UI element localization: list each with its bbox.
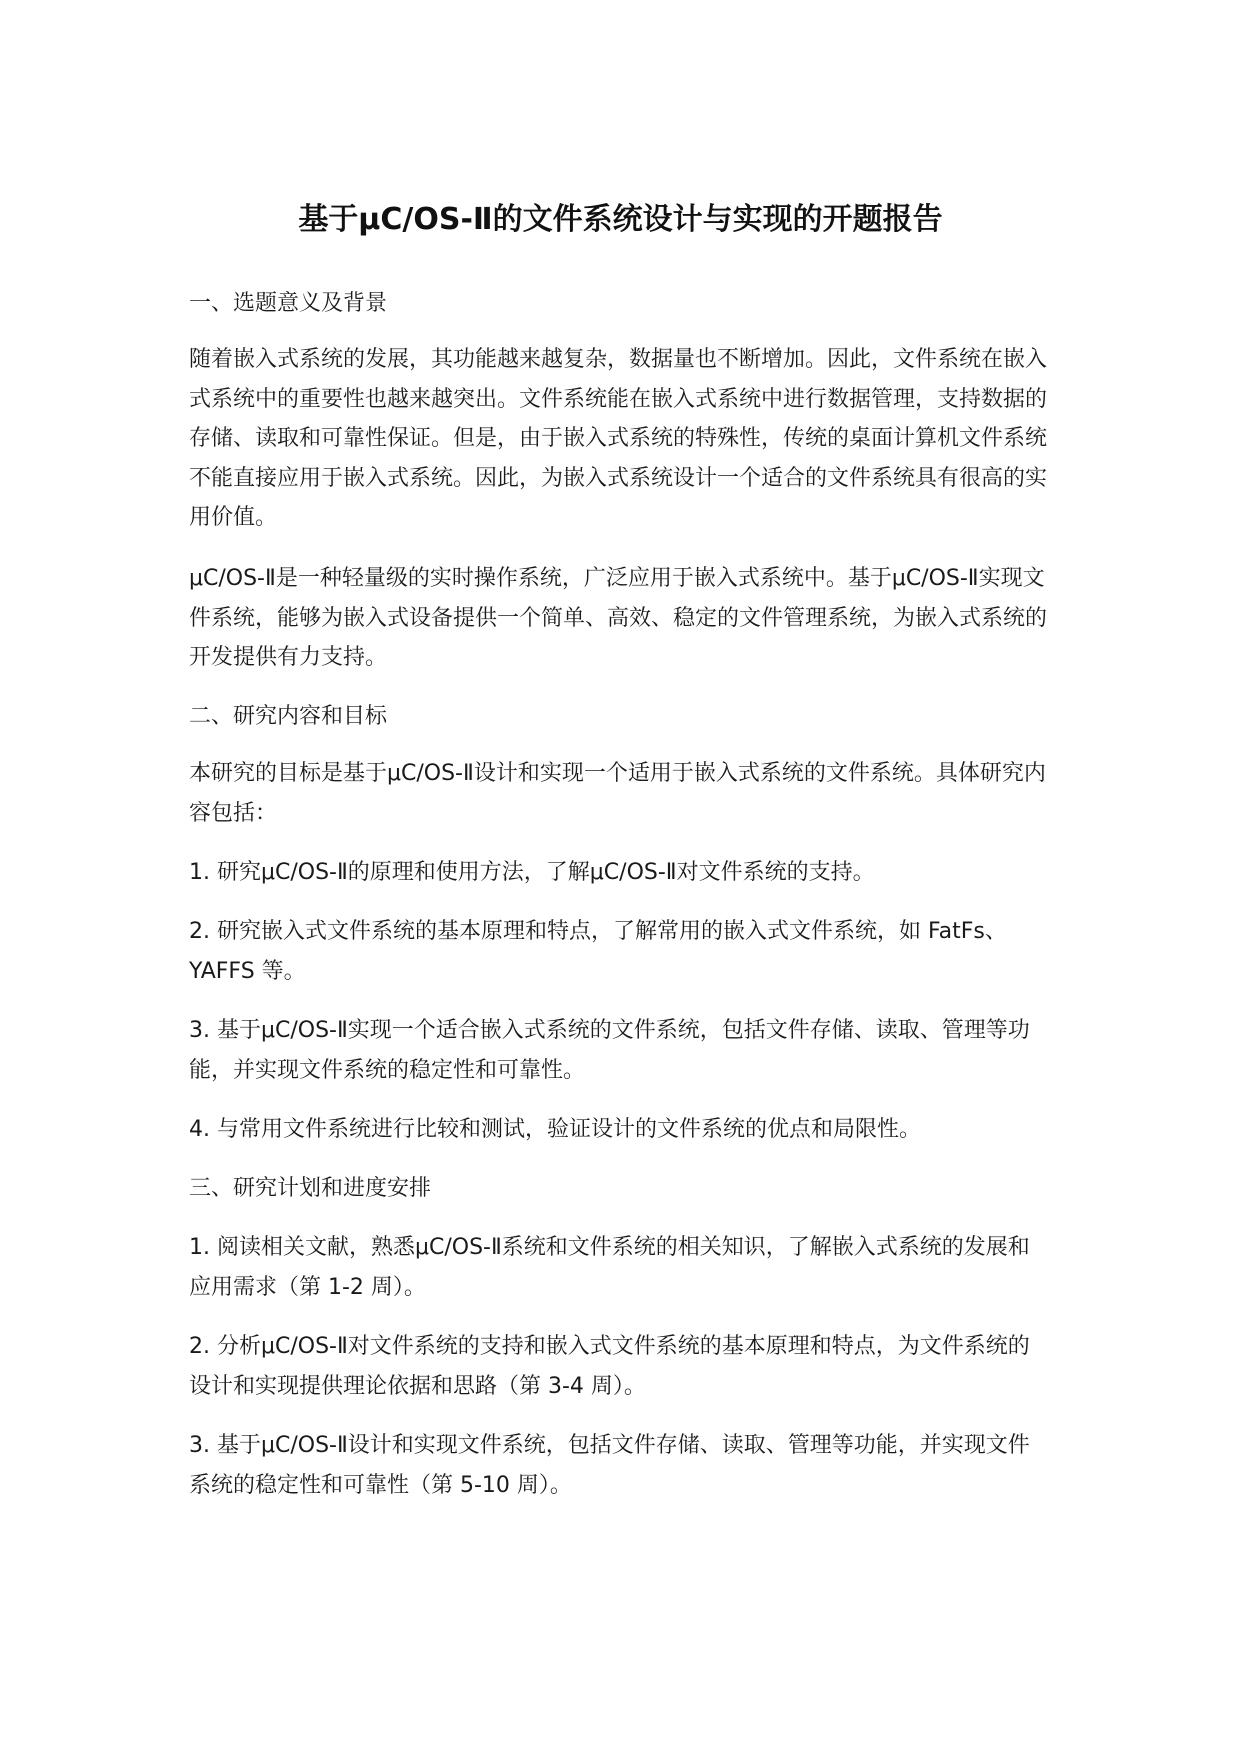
paragraph-background-1: 随着嵌入式系统的发展，其功能越来越复杂，数据量也不断增加。因此，文件系统在嵌入式系统中的重要性也越来越突出。文件系统能在嵌入式系统中进行数据管理，支持数据的存储、读取和可靠性保证。但是，由于嵌入式系统的特殊性，传统的桌面计算机文件系统不能直接应用于嵌入式系统。因此，为嵌入式系统设计一个适合的文件系统具有很高的实用价值。	[189, 347, 1048, 530]
document-title: 基于μC/OS-Ⅱ的文件系统设计与实现的开题报告	[298, 202, 943, 238]
section-heading-content-goals: 二、研究内容和目标	[189, 704, 388, 729]
list-item-research-2: 2. 研究嵌入式文件系统的基本原理和特点，了解常用的嵌入式文件系统，如 FatFs、YAFFS 等。	[189, 919, 1007, 984]
list-item-research-1: 1. 研究μC/OS-Ⅱ的原理和使用方法，了解μC/OS-Ⅱ对文件系统的支持。	[189, 860, 875, 885]
list-item-research-3: 3. 基于μC/OS-Ⅱ实现一个适合嵌入式系统的文件系统，包括文件存储、读取、管理等功能，并实现文件系统的稳定性和可靠性。	[189, 1018, 1030, 1083]
paragraph-research-intro: 本研究的目标是基于μC/OS-Ⅱ设计和实现一个适用于嵌入式系统的文件系统。具体研究内容包括：	[189, 761, 1046, 826]
list-item-plan-3: 3. 基于μC/OS-Ⅱ设计和实现文件系统，包括文件存储、读取、管理等功能，并实现文件系统的稳定性和可靠性（第 5-10 周）。	[189, 1433, 1030, 1498]
section-heading-plan-schedule: 三、研究计划和进度安排	[189, 1176, 432, 1201]
list-item-research-4: 4. 与常用文件系统进行比较和测试，验证设计的文件系统的优点和局限性。	[189, 1117, 921, 1142]
list-item-plan-2: 2. 分析μC/OS-Ⅱ对文件系统的支持和嵌入式文件系统的基本原理和特点，为文件系统的设计和实现提供理论依据和思路（第 3-4 周）。	[189, 1334, 1030, 1399]
list-item-plan-1: 1. 阅读相关文献，熟悉μC/OS-Ⅱ系统和文件系统的相关知识，了解嵌入式系统的发展和应用需求（第 1-2 周）。	[189, 1235, 1030, 1300]
section-heading-background: 一、选题意义及背景	[189, 291, 388, 316]
paragraph-background-2: μC/OS-Ⅱ是一种轻量级的实时操作系统，广泛应用于嵌入式系统中。基于μC/OS-Ⅱ实现文件系统，能够为嵌入式设备提供一个简单、高效、稳定的文件管理系统，为嵌入式系统的开发提供有力支持。	[189, 566, 1048, 670]
